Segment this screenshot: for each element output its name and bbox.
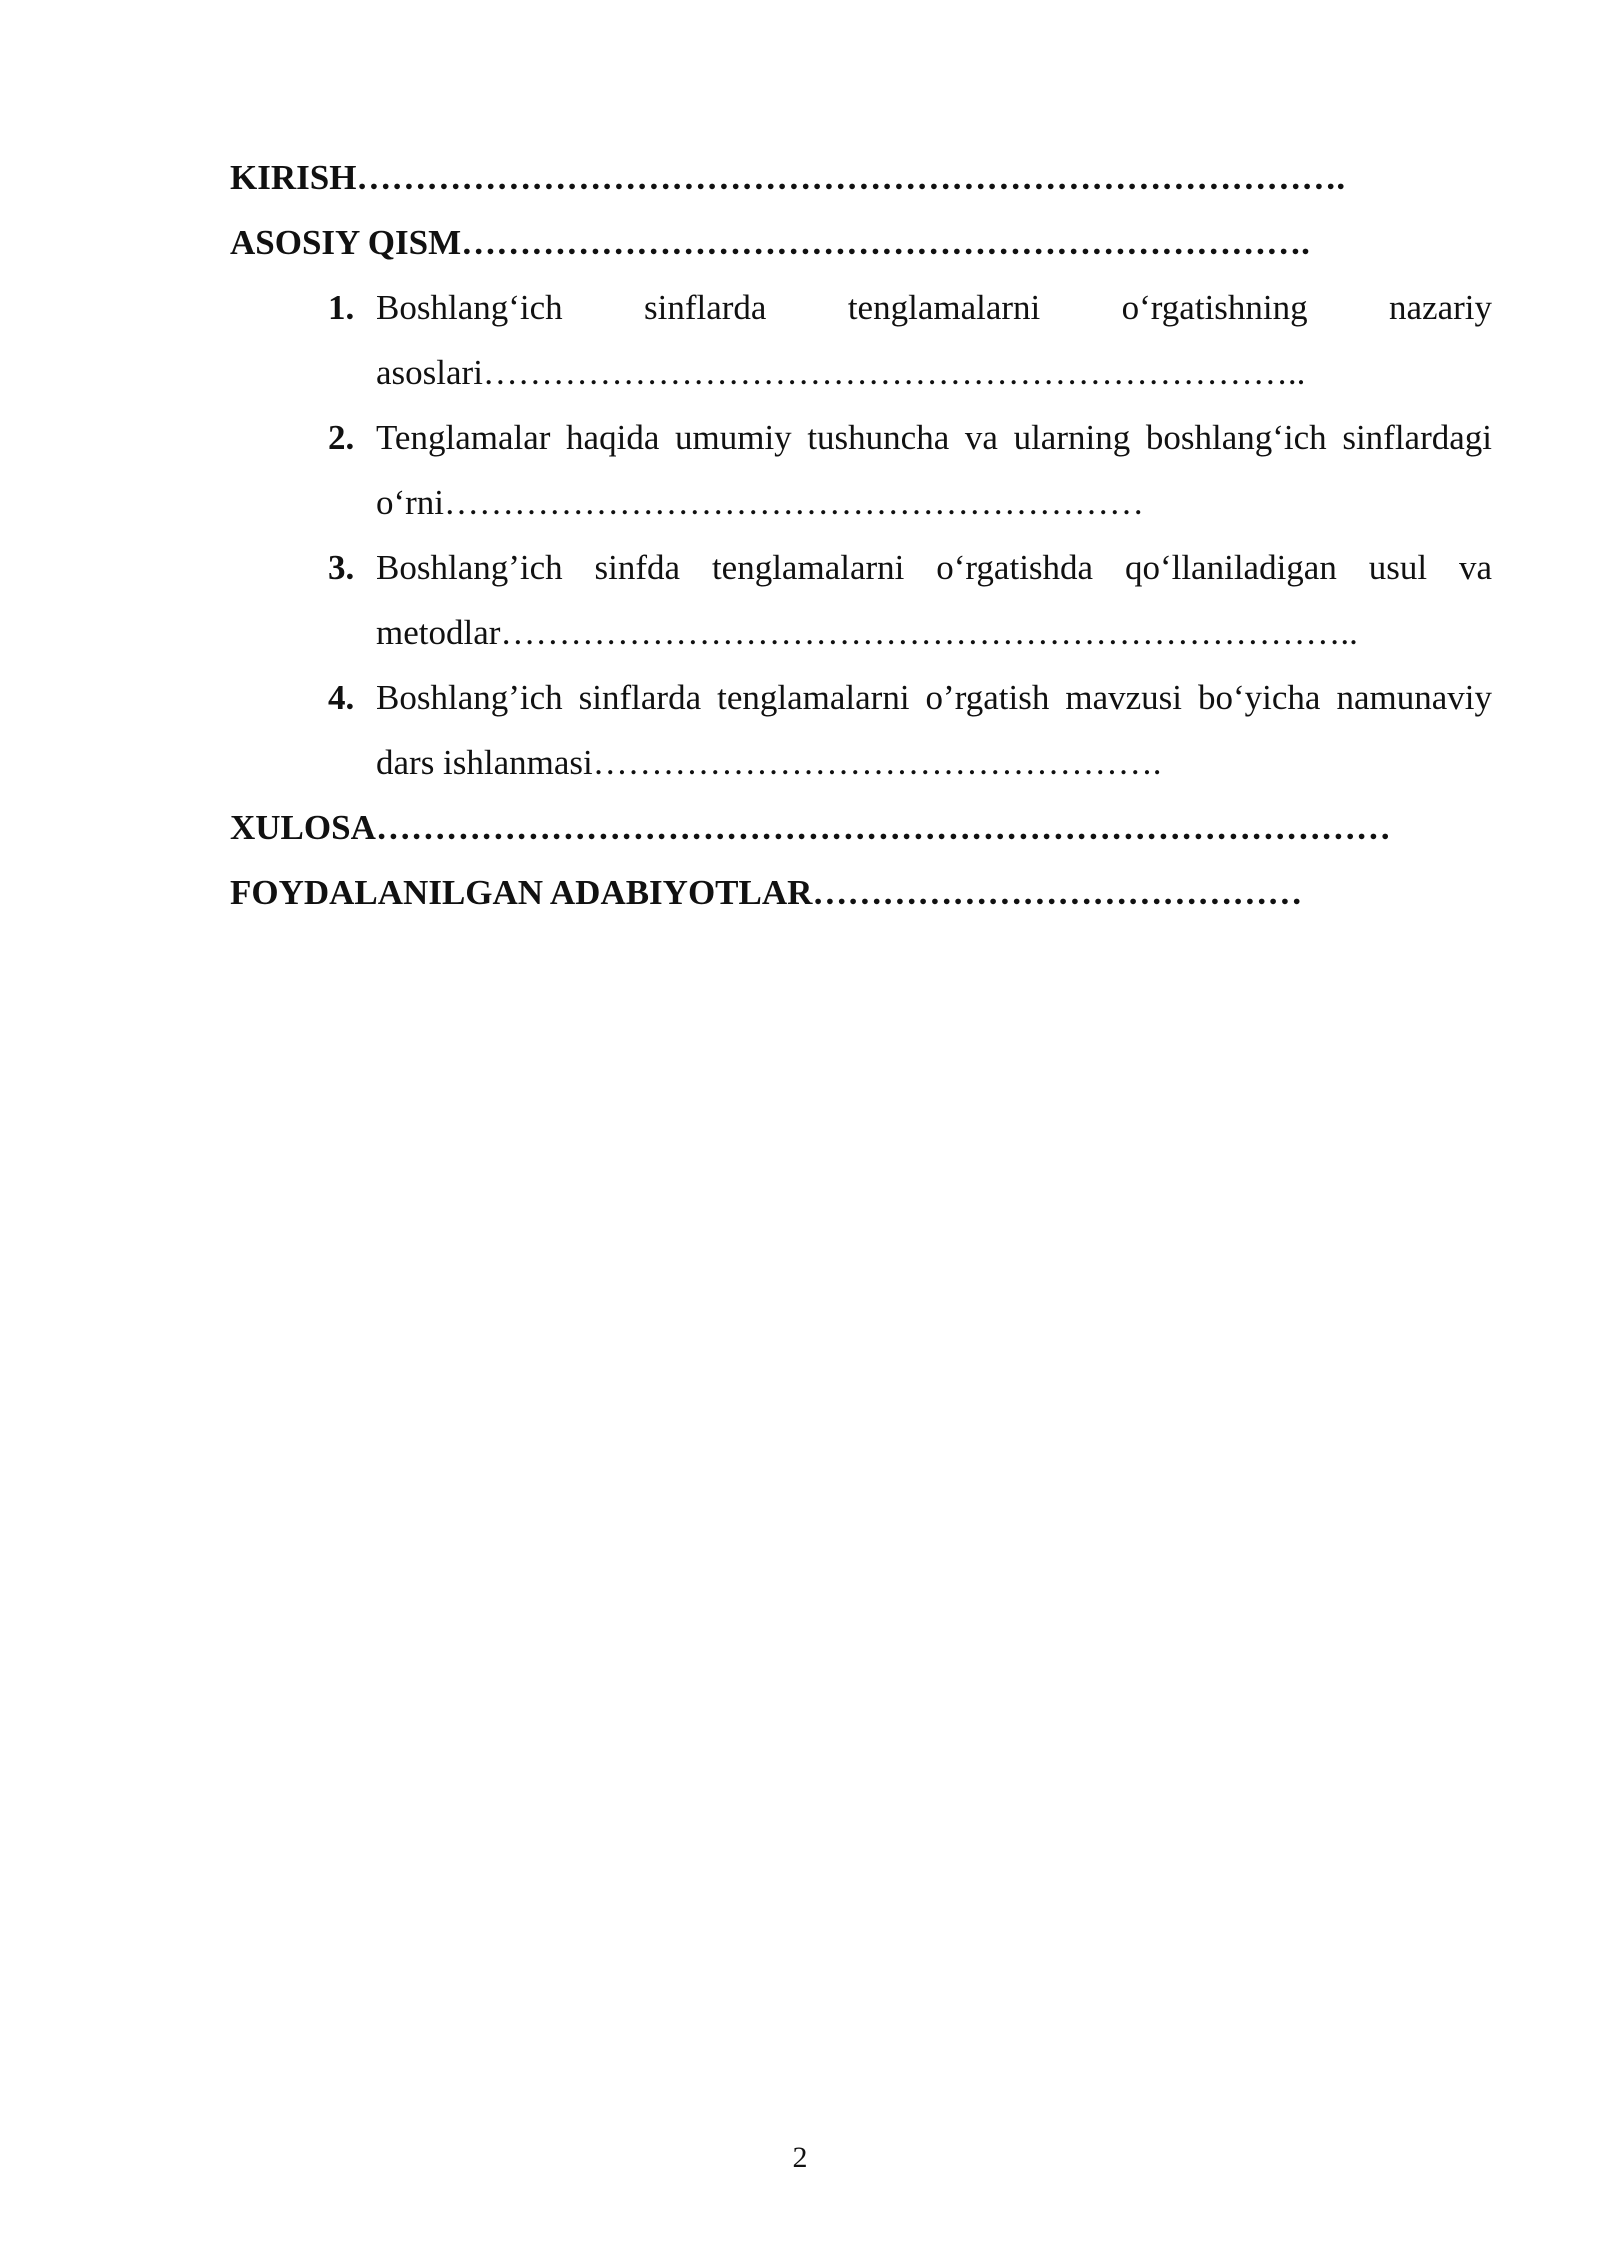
toc-entry-intro[interactable]: KIRISH…………………………………………………………………………. <box>230 158 1346 197</box>
section-title: Boshlang’ich sinfda tenglamalarni o‘rgatishda qo‘llaniladigan usul va metodlar……………………………………………………………….. <box>376 548 1492 652</box>
section-title: Boshlang‘ich sinflarda tenglamalarni o‘rgatishning nazariy asoslari…………………………………………………………….. <box>376 288 1492 392</box>
section-title: Boshlang’ich sinflarda tenglamalarni o’rgatish mavzusi bo‘yicha namunaviy dars ishlanmasi…………………………………………. <box>376 678 1492 782</box>
page-number: 2 <box>792 2141 808 2174</box>
section-number: 3. <box>328 548 355 587</box>
toc-entry-conclusion[interactable]: XULOSA…………………………………………………………………………… <box>230 808 1391 847</box>
toc-entry-main-part[interactable]: ASOSIY QISM………………………………………………………………. <box>230 223 1310 262</box>
section-number: 4. <box>328 678 355 717</box>
toc-section-item[interactable] <box>230 275 1492 405</box>
toc-section-item[interactable] <box>230 535 1492 665</box>
toc-section-list <box>230 275 1492 795</box>
toc-entry-references[interactable]: FOYDALANILGAN ADABIYOTLAR…………………………………… <box>230 873 1303 912</box>
toc-section-item[interactable] <box>230 405 1492 535</box>
section-title: Tenglamalar haqida umumiy tushuncha va ularning boshlang‘ich sinflardagi o‘rni…………………………………………………… <box>376 418 1492 522</box>
table-of-contents <box>230 145 1492 925</box>
section-number: 2. <box>328 418 355 457</box>
section-number: 1. <box>328 288 355 327</box>
toc-section-item[interactable] <box>230 665 1492 795</box>
